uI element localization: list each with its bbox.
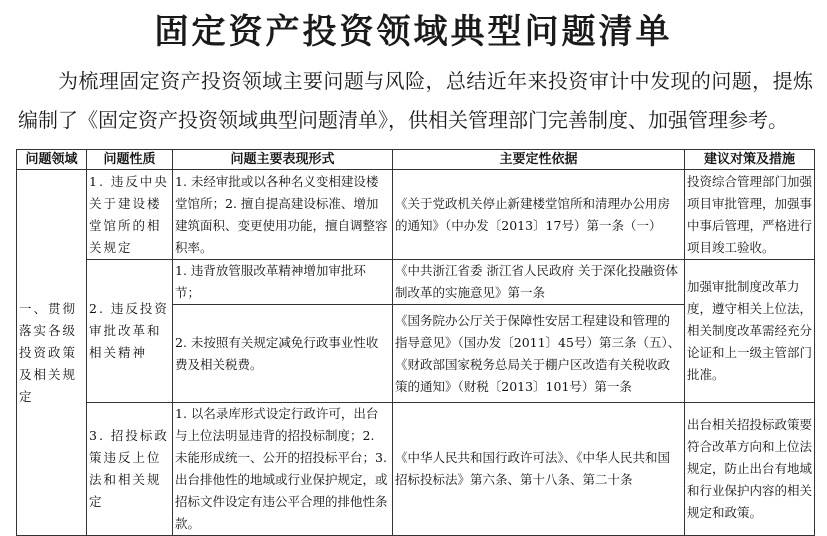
header-legal-basis: 主要定性依据 [393,150,685,170]
cell-form: 1. 违背放管服改革精神增加审批环节； [173,260,393,305]
cell-basis: 《国务院办公厅关于保障性安居工程建设和管理的指导意见》（国办发〔2011〕45号）第三条（五）、《财政部国家税务总局关于棚户区改造有关税收政策的通知》（财税〔2013〕101号）第一条 [393,305,685,403]
cell-nature: 1. 违反中央关于建设楼堂馆所的相关规定 [87,170,173,260]
header-main-forms: 问题主要表现形式 [173,150,393,170]
cell-form: 2. 未按照有关规定减免行政事业性收费及相关税费。 [173,305,393,403]
header-problem-nature: 问题性质 [87,150,173,170]
header-problem-area: 问题领域 [17,150,87,170]
cell-nature: 2. 违反投资审批改革和相关精神 [87,260,173,403]
cell-nature: 3. 招投标政策违反上位法和相关规定 [87,403,173,536]
cell-form: 1. 以名录库形式设定行政许可，出台与上位法明显违背的招投标制度；2. 未能形成统一、公开的招投标平台；3. 出台排他性的地域或行业保护规定，或招标文件设定有违公平合理的排他性条款。 [173,403,393,536]
cell-basis: 《中华人民共和国行政许可法》、《中华人民共和国招标投标法》第六条、第十八条、第二十条 [393,403,685,536]
intro-paragraph: 为梳理固定资产投资领域主要问题与风险，总结近年来投资审计中发现的问题，提炼编制了《固定资产投资领域典型问题清单》，供相关管理部门完善制度、加强管理参考。 [18,69,813,132]
cell-form: 1. 未经审批或以各种名义变相建设楼堂馆所；2. 擅自提高建设标准、增加建筑面积、变更使用功能，擅自调整容积率。 [173,170,393,260]
cell-advice: 投资综合管理部门加强项目审批管理，加强事中事后管理，严格进行项目竣工验收。 [685,170,815,260]
cell-basis: 《中共浙江省委 浙江省人民政府 关于深化投融资体制改革的实施意见》第一条 [393,260,685,305]
table-header-row [17,150,815,170]
cell-advice: 加强审批制度改革力度，遵守相关上位法，相关制度改革需经充分论证和上一级主管部门批准。 [685,260,815,403]
header-advice: 建议对策及措施 [685,150,815,170]
cell-problem-area: 一、贯彻落实各级投资政策及相关规定 [17,170,87,536]
table-row [17,260,815,305]
page-title: 固定资产投资领域典型问题清单 [154,12,673,52]
table-row [17,403,815,536]
cell-advice: 出台相关招投标政策要符合改革方向和上位法规定，防止出台有地域和行业保护内容的相关规定和政策。 [685,403,815,536]
problem-table [16,149,815,536]
table-row [17,170,815,260]
cell-basis: 《关于党政机关停止新建楼堂馆所和清理办公用房的通知》（中办发〔2013〕17号）第一条（一） [393,170,685,260]
